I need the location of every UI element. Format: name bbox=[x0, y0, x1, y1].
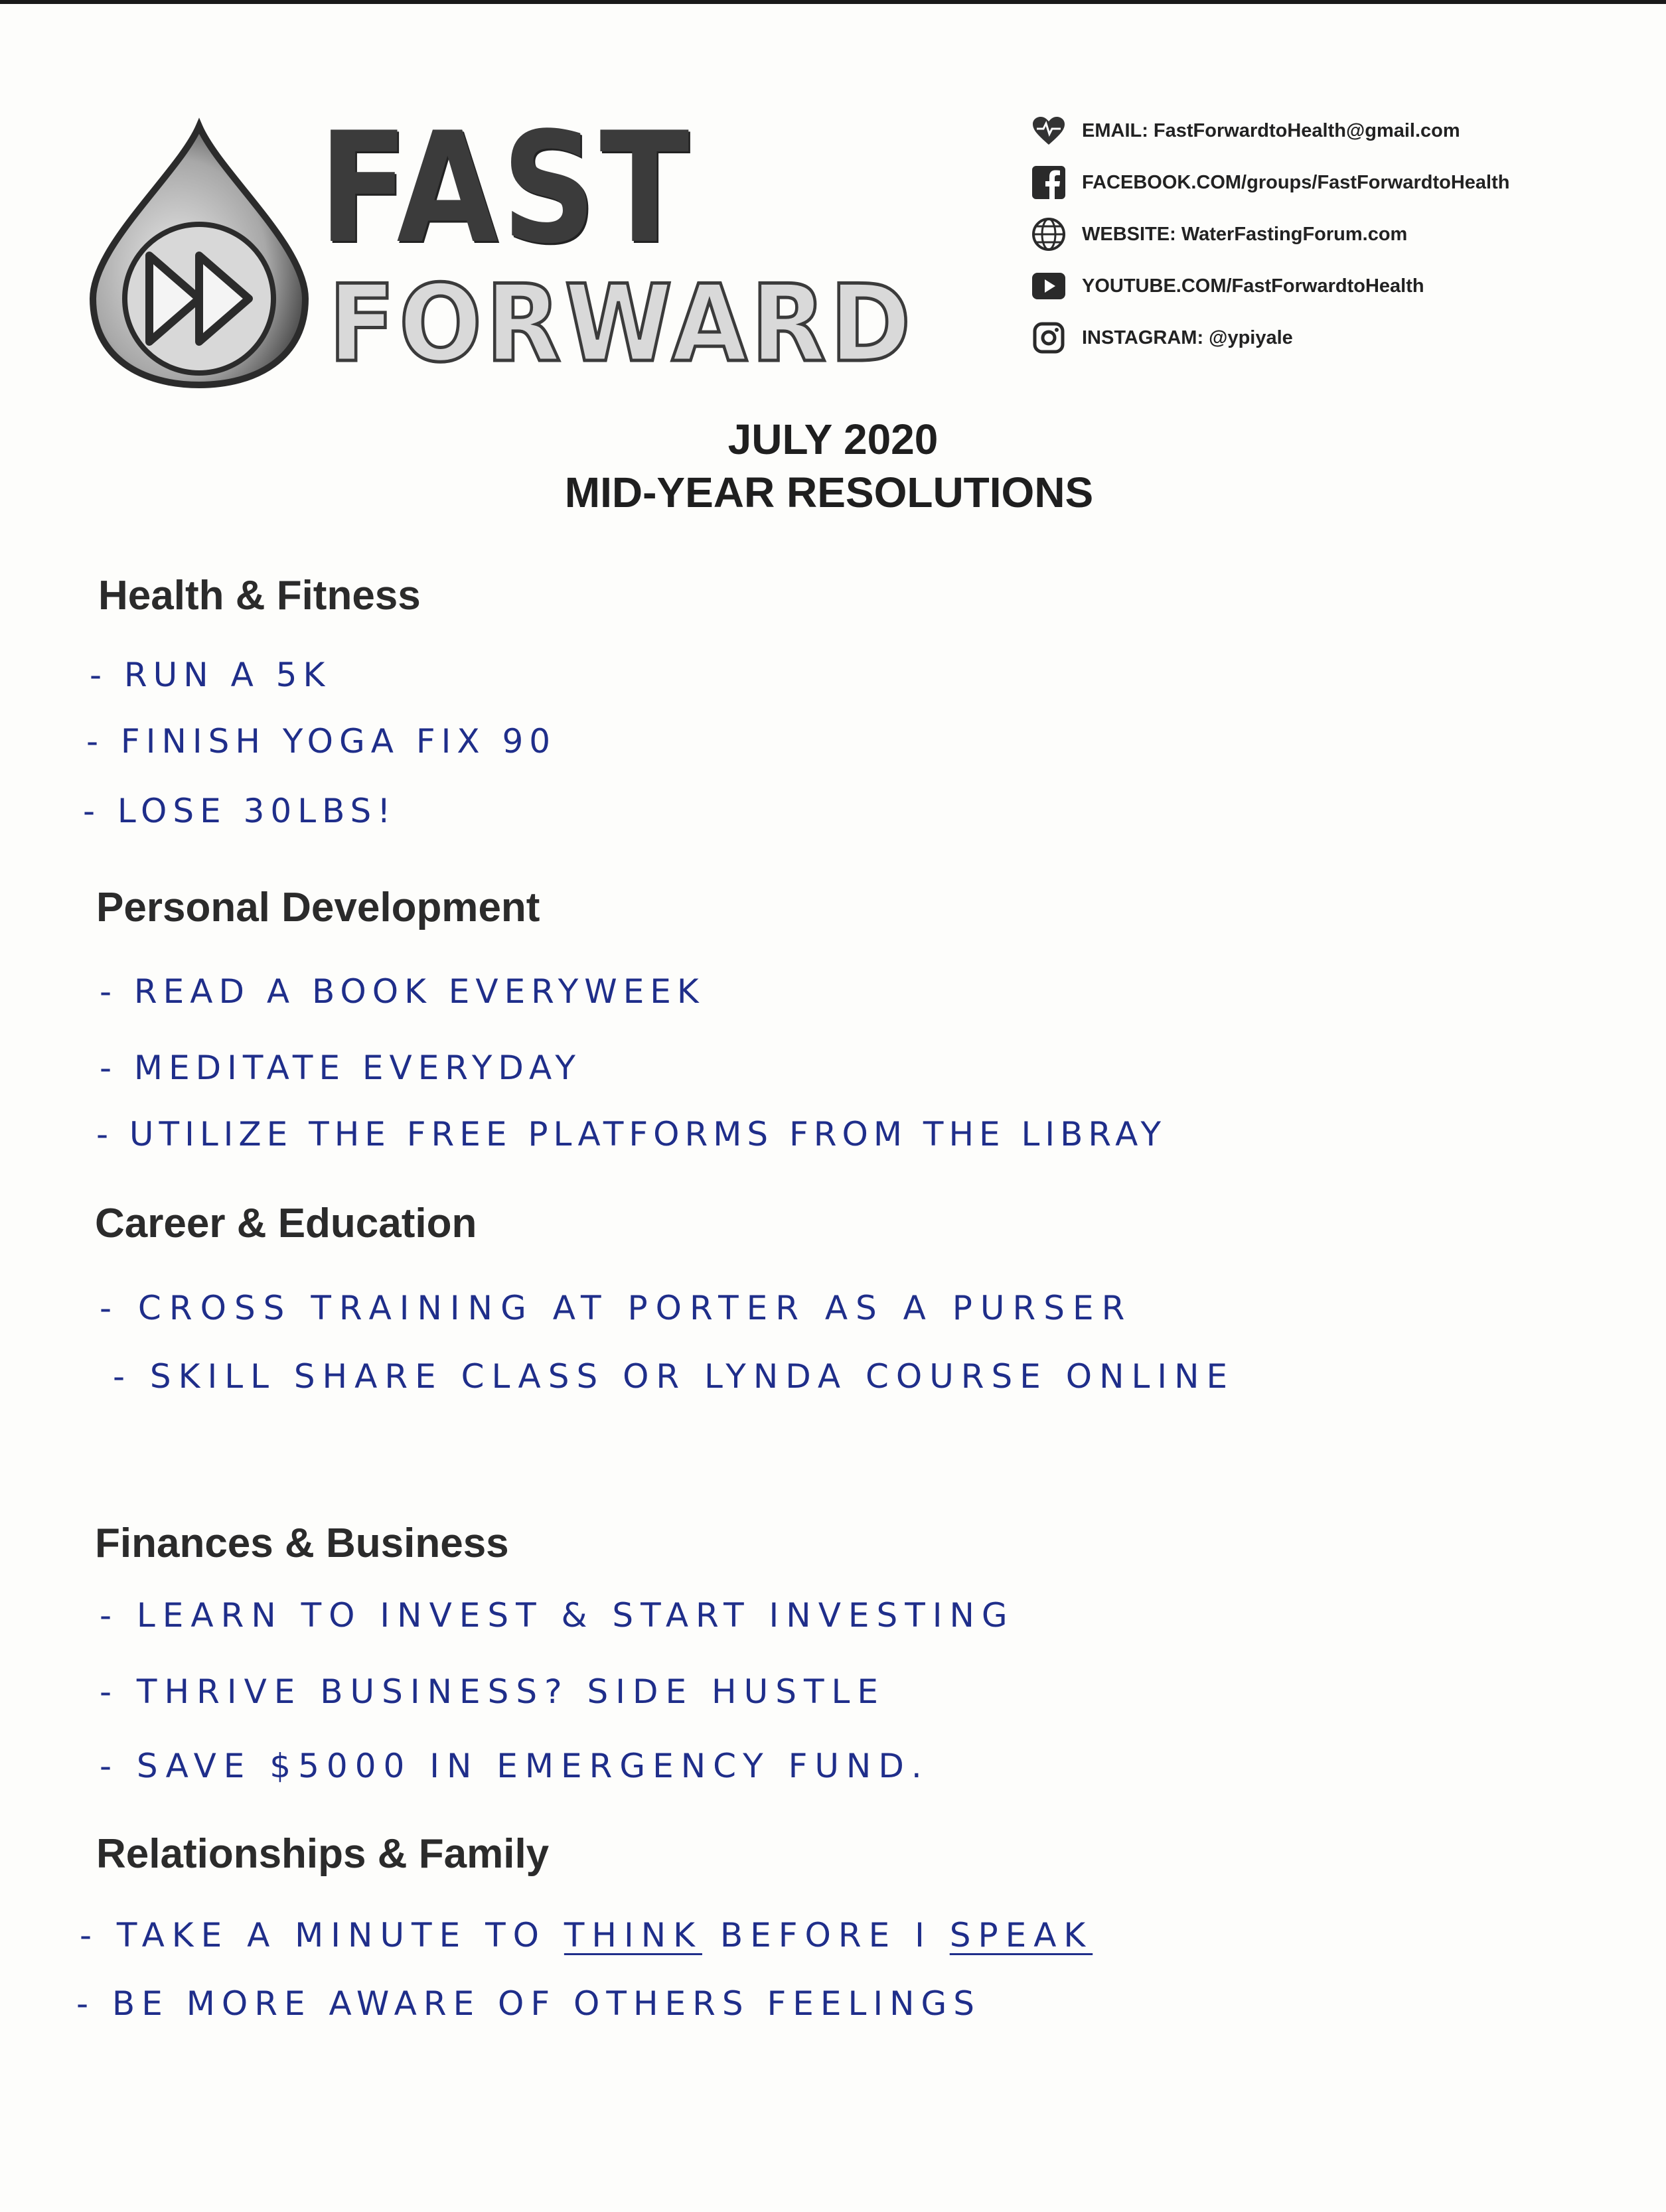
list-item: - FINISH YOGA FIX 90 bbox=[86, 722, 557, 761]
list-item: - SKILL SHARE CLASS OR LYNDA COURSE ONLINE bbox=[113, 1357, 1235, 1396]
list-item: - READ A BOOK EVERYWEEK bbox=[100, 972, 705, 1011]
drop-fast-forward-icon bbox=[80, 100, 319, 392]
contact-website-text: WEBSITE: WaterFastingForum.com bbox=[1082, 223, 1408, 245]
contact-facebook[interactable] bbox=[1029, 157, 1639, 208]
list-item bbox=[80, 1916, 1093, 1954]
contact-website[interactable] bbox=[1029, 208, 1639, 260]
youtube-icon bbox=[1029, 266, 1069, 306]
section-heading-relationships-family: Relationships & Family bbox=[96, 1831, 550, 1877]
underlined-word-think: THINK bbox=[564, 1916, 702, 1954]
facebook-icon bbox=[1029, 163, 1069, 202]
list-item: - LEARN TO INVEST & START INVESTING bbox=[100, 1596, 1015, 1635]
list-item: - RUN A 5K bbox=[90, 656, 331, 694]
contact-email-text: EMAIL: FastForwardtoHealth@gmail.com bbox=[1082, 119, 1460, 141]
contact-youtube[interactable] bbox=[1029, 260, 1639, 312]
logo-text-forward: FORWARD bbox=[329, 261, 915, 386]
contact-instagram-text: INSTAGRAM: @ypiyale bbox=[1082, 327, 1293, 348]
fast-forward-logo bbox=[80, 100, 982, 392]
list-item: - SAVE $5000 IN EMERGENCY FUND. bbox=[100, 1747, 929, 1785]
globe-icon bbox=[1029, 214, 1069, 254]
section-heading-health-fitness: Health & Fitness bbox=[98, 573, 421, 619]
list-item-text: BEFORE I bbox=[702, 1916, 950, 1954]
contact-youtube-text: YOUTUBE.COM/FastForwardtoHealth bbox=[1082, 275, 1424, 297]
section-heading-career-education: Career & Education bbox=[95, 1201, 477, 1246]
instagram-icon bbox=[1029, 318, 1069, 358]
underlined-word-speak: SPEAK bbox=[949, 1916, 1093, 1954]
page-title-date: JULY 2020 bbox=[727, 415, 939, 463]
list-item: - LOSE 30LBS! bbox=[83, 792, 397, 830]
list-item: - UTILIZE THE FREE PLATFORMS FROM THE LIBRAY bbox=[96, 1115, 1167, 1153]
list-item: - THRIVE BUSINESS? SIDE HUSTLE bbox=[100, 1672, 885, 1711]
contact-facebook-text: FACEBOOK.COM/groups/FastForwardtoHealth bbox=[1082, 171, 1510, 193]
contact-list bbox=[1029, 105, 1639, 364]
contact-email[interactable] bbox=[1029, 105, 1639, 157]
list-item: - BE MORE AWARE OF OTHERS FEELINGS bbox=[76, 1984, 981, 2023]
section-heading-personal-development: Personal Development bbox=[96, 885, 540, 930]
logo-text-fast: FAST bbox=[319, 100, 693, 277]
scan-edge bbox=[0, 0, 1666, 4]
section-heading-finances-business: Finances & Business bbox=[95, 1520, 509, 1566]
list-item-text: - TAKE A MINUTE TO bbox=[80, 1916, 564, 1954]
list-item: - CROSS TRAINING AT PORTER AS A PURSER bbox=[100, 1289, 1133, 1327]
heart-icon bbox=[1029, 111, 1069, 151]
page-title: MID-YEAR RESOLUTIONS bbox=[564, 469, 1094, 516]
list-item: - MEDITATE EVERYDAY bbox=[100, 1049, 581, 1087]
contact-instagram[interactable] bbox=[1029, 312, 1639, 364]
